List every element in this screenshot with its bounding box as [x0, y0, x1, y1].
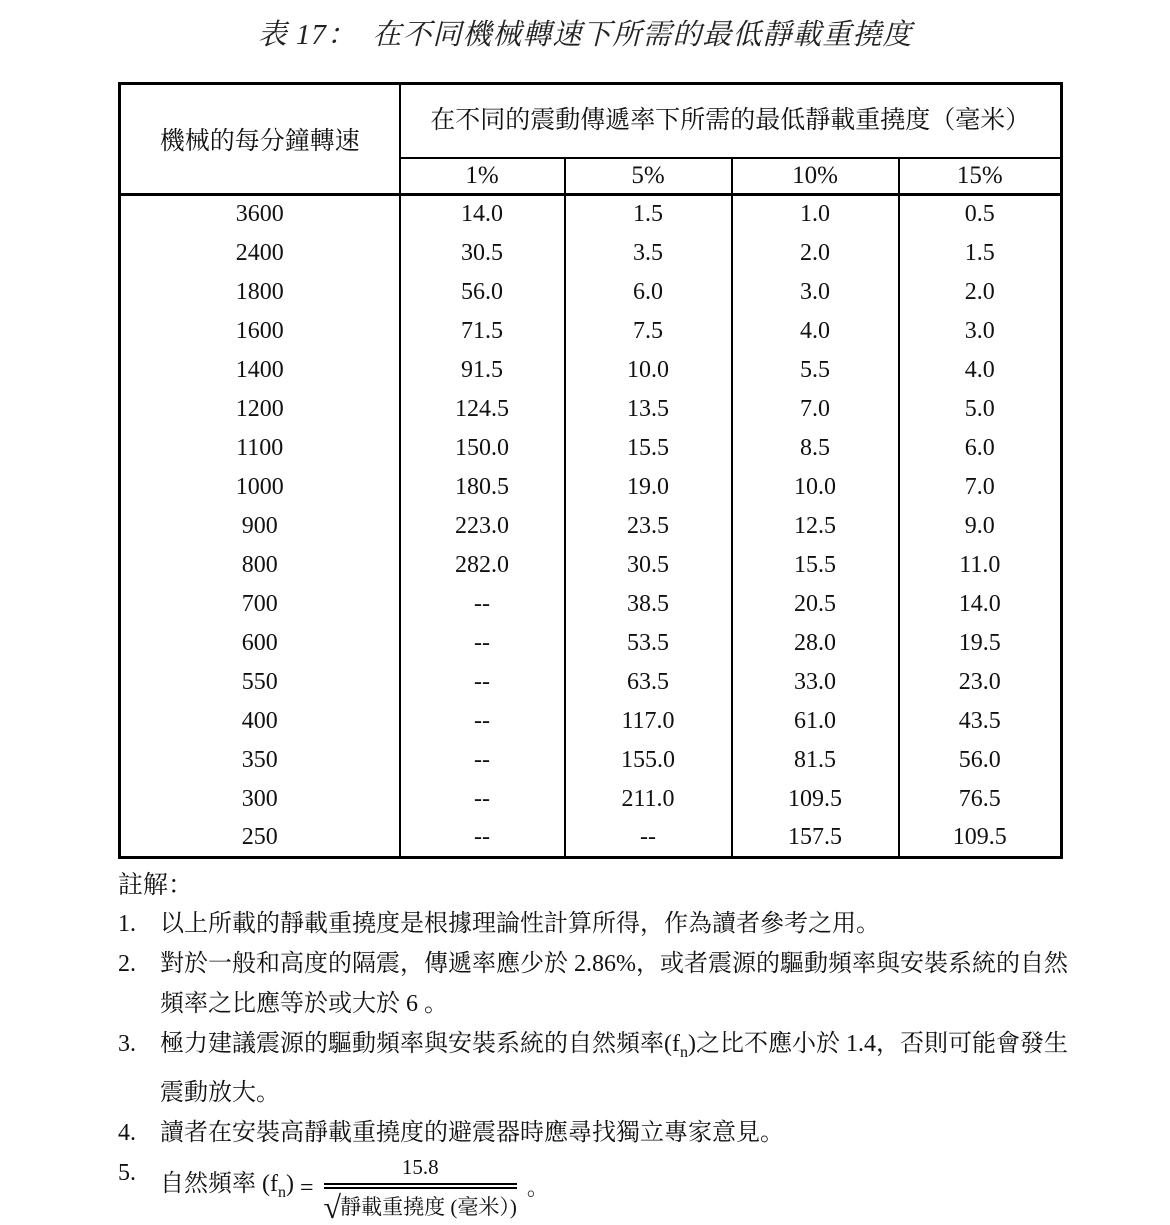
deflection-cell: 13.5 — [565, 390, 732, 429]
deflection-cell: 117.0 — [565, 702, 732, 741]
deflection-cell: -- — [400, 741, 565, 780]
deflection-cell: 180.5 — [400, 468, 565, 507]
table-row — [120, 273, 1062, 312]
deflection-cell: 3.0 — [899, 312, 1062, 351]
fraction-denominator — [324, 1187, 517, 1224]
deflection-cell: 63.5 — [565, 663, 732, 702]
deflection-cell: 211.0 — [565, 780, 732, 819]
rpm-cell: 600 — [120, 624, 400, 663]
deflection-cell: 38.5 — [565, 585, 732, 624]
deflection-cell: 15.5 — [565, 429, 732, 468]
deflection-cell: -- — [565, 819, 732, 858]
rpm-cell: 1200 — [120, 390, 400, 429]
table-body — [120, 195, 1062, 858]
deflection-cell: 10.0 — [732, 468, 899, 507]
deflection-cell: 9.0 — [899, 507, 1062, 546]
deflection-cell: 81.5 — [732, 741, 899, 780]
notes-section — [118, 868, 1070, 1224]
square-root-sign: √ — [323, 1188, 342, 1225]
note-4 — [118, 1113, 1070, 1153]
note-text: 以上所載的靜載重撓度是根據理論性計算所得，作為讀者參考之用。 — [160, 911, 880, 937]
deflection-cell: 91.5 — [400, 351, 565, 390]
deflection-cell: 7.0 — [732, 390, 899, 429]
deflection-cell: 56.0 — [400, 273, 565, 312]
deflection-table-wrap — [118, 82, 1060, 859]
subscript-n: n — [679, 1043, 688, 1061]
deflection-cell: 8.5 — [732, 429, 899, 468]
table-row — [120, 819, 1062, 858]
table-row — [120, 507, 1062, 546]
note-text: 極力建議震源的驅動頻率與安裝系統的自然頻率$(f_n)$之比不應小於 1.4，否則可能會發生震動放大。 — [160, 1031, 1068, 1106]
table-row — [120, 702, 1062, 741]
rpm-cell: 2400 — [120, 234, 400, 273]
natural-frequency-formula: 自然頻率 $(f_n)$ = $\frac{15.8}{\text{√靜載重撓度 (毫米）)}}$ 。 — [160, 1154, 549, 1225]
table-row — [120, 741, 1062, 780]
note-number: 4. — [118, 1119, 136, 1146]
note-text: 讀者在安裝高靜載重撓度的避震器時應尋找獨立專家意見。 — [160, 1119, 784, 1146]
note-5 — [118, 1153, 1070, 1224]
table-row — [120, 351, 1062, 390]
column-header-15pct: 15% — [899, 158, 1062, 195]
sentence-period: 。 — [526, 1175, 549, 1201]
rpm-cell: 550 — [120, 663, 400, 702]
rpm-cell: 1600 — [120, 312, 400, 351]
rpm-cell: 1800 — [120, 273, 400, 312]
deflection-cell: 157.5 — [732, 819, 899, 858]
deflection-cell: 6.0 — [565, 273, 732, 312]
deflection-cell: 23.5 — [565, 507, 732, 546]
table-title: 表 17： 在不同機械轉速下所需的最低靜載重撓度 — [257, 19, 913, 51]
deflection-cell: 7.5 — [565, 312, 732, 351]
note-1 — [118, 904, 1070, 944]
deflection-cell: 14.0 — [400, 195, 565, 234]
deflection-cell: 4.0 — [899, 351, 1062, 390]
note-text: 對於一般和高度的隔震，傳遞率應少於 2.86%，或者震源的驅動頻率與安裝系統的自然頻率之比應等於或大於 6 。 — [160, 951, 1068, 1017]
deflection-cell: 19.0 — [565, 468, 732, 507]
note-number: 5. — [118, 1159, 136, 1186]
deflection-cell: 109.5 — [732, 780, 899, 819]
deflection-cell: 43.5 — [899, 702, 1062, 741]
deflection-cell: 282.0 — [400, 546, 565, 585]
deflection-cell: 19.5 — [899, 624, 1062, 663]
deflection-cell: -- — [400, 819, 565, 858]
deflection-cell: 1.5 — [565, 195, 732, 234]
fraction — [324, 1153, 517, 1224]
deflection-cell: 28.0 — [732, 624, 899, 663]
note-number: 3. — [118, 1031, 136, 1057]
deflection-cell: 3.0 — [732, 273, 899, 312]
rpm-cell: 900 — [120, 507, 400, 546]
deflection-cell: 20.5 — [732, 585, 899, 624]
deflection-cell: 2.0 — [899, 273, 1062, 312]
table-header — [120, 84, 1062, 195]
deflection-cell: 223.0 — [400, 507, 565, 546]
deflection-cell: 6.0 — [899, 429, 1062, 468]
radicand: 靜載重撓度 (毫米）) — [340, 1194, 517, 1219]
deflection-cell: -- — [400, 663, 565, 702]
table-row — [120, 429, 1062, 468]
table-row — [120, 624, 1062, 663]
deflection-cell: -- — [400, 780, 565, 819]
deflection-cell: 3.5 — [565, 234, 732, 273]
notes-heading: 註解： — [118, 872, 194, 899]
deflection-cell: 33.0 — [732, 663, 899, 702]
deflection-cell: 56.0 — [899, 741, 1062, 780]
table-row — [120, 546, 1062, 585]
deflection-cell: 30.5 — [565, 546, 732, 585]
table-row — [120, 195, 1062, 234]
deflection-cell: 15.5 — [732, 546, 899, 585]
rpm-column-header: 機械的每分鐘轉速 — [120, 84, 400, 195]
deflection-table — [118, 82, 1063, 859]
deflection-cell: 14.0 — [899, 585, 1062, 624]
note-3 — [118, 1024, 1070, 1113]
deflection-cell: 1.0 — [732, 195, 899, 234]
rpm-cell: 300 — [120, 780, 400, 819]
deflection-cell: -- — [400, 624, 565, 663]
deflection-cell: 7.0 — [899, 468, 1062, 507]
deflection-cell: 5.0 — [899, 390, 1062, 429]
deflection-cell: 71.5 — [400, 312, 565, 351]
rpm-cell: 3600 — [120, 195, 400, 234]
fraction-numerator: 15.8 — [324, 1153, 517, 1185]
rpm-cell: 1400 — [120, 351, 400, 390]
deflection-cell: 23.0 — [899, 663, 1062, 702]
rpm-cell: 800 — [120, 546, 400, 585]
rpm-cell: 700 — [120, 585, 400, 624]
table-row — [120, 663, 1062, 702]
table-row — [120, 390, 1062, 429]
column-header-10pct: 10% — [732, 158, 899, 195]
rpm-cell: 400 — [120, 702, 400, 741]
deflection-cell: 76.5 — [899, 780, 1062, 819]
rpm-cell: 1000 — [120, 468, 400, 507]
deflection-cell: 155.0 — [565, 741, 732, 780]
deflection-cell: 11.0 — [899, 546, 1062, 585]
deflection-cell: 61.0 — [732, 702, 899, 741]
deflection-cell: 10.0 — [565, 351, 732, 390]
deflection-cell: 4.0 — [732, 312, 899, 351]
note-text — [160, 1153, 1070, 1224]
deflection-cell: -- — [400, 585, 565, 624]
deflection-cell: 109.5 — [899, 819, 1062, 858]
deflection-cell: 1.5 — [899, 234, 1062, 273]
deflection-cell: 30.5 — [400, 234, 565, 273]
deflection-cell: -- — [400, 702, 565, 741]
table-row — [120, 312, 1062, 351]
note-2 — [118, 944, 1070, 1024]
deflection-cell: 150.0 — [400, 429, 565, 468]
equals-sign: = — [299, 1175, 314, 1202]
rpm-cell: 1100 — [120, 429, 400, 468]
deflection-cell: 2.0 — [732, 234, 899, 273]
note-number: 2. — [118, 951, 136, 977]
note-number: 1. — [118, 911, 136, 937]
table-row — [120, 780, 1062, 819]
rpm-cell: 350 — [120, 741, 400, 780]
deflection-cell: 0.5 — [899, 195, 1062, 234]
subscript-n: n — [277, 1183, 286, 1201]
deflection-cell: 12.5 — [732, 507, 899, 546]
table-row — [120, 585, 1062, 624]
transmissibility-span-header: 在不同的震動傳遞率下所需的最低靜載重撓度（毫米） — [400, 84, 1062, 158]
deflection-cell: 5.5 — [732, 351, 899, 390]
column-header-1pct: 1% — [400, 158, 565, 195]
rpm-cell: 250 — [120, 819, 400, 858]
column-header-5pct: 5% — [565, 158, 732, 195]
table-row — [120, 234, 1062, 273]
table-row — [120, 468, 1062, 507]
deflection-cell: 124.5 — [400, 390, 565, 429]
deflection-cell: 53.5 — [565, 624, 732, 663]
